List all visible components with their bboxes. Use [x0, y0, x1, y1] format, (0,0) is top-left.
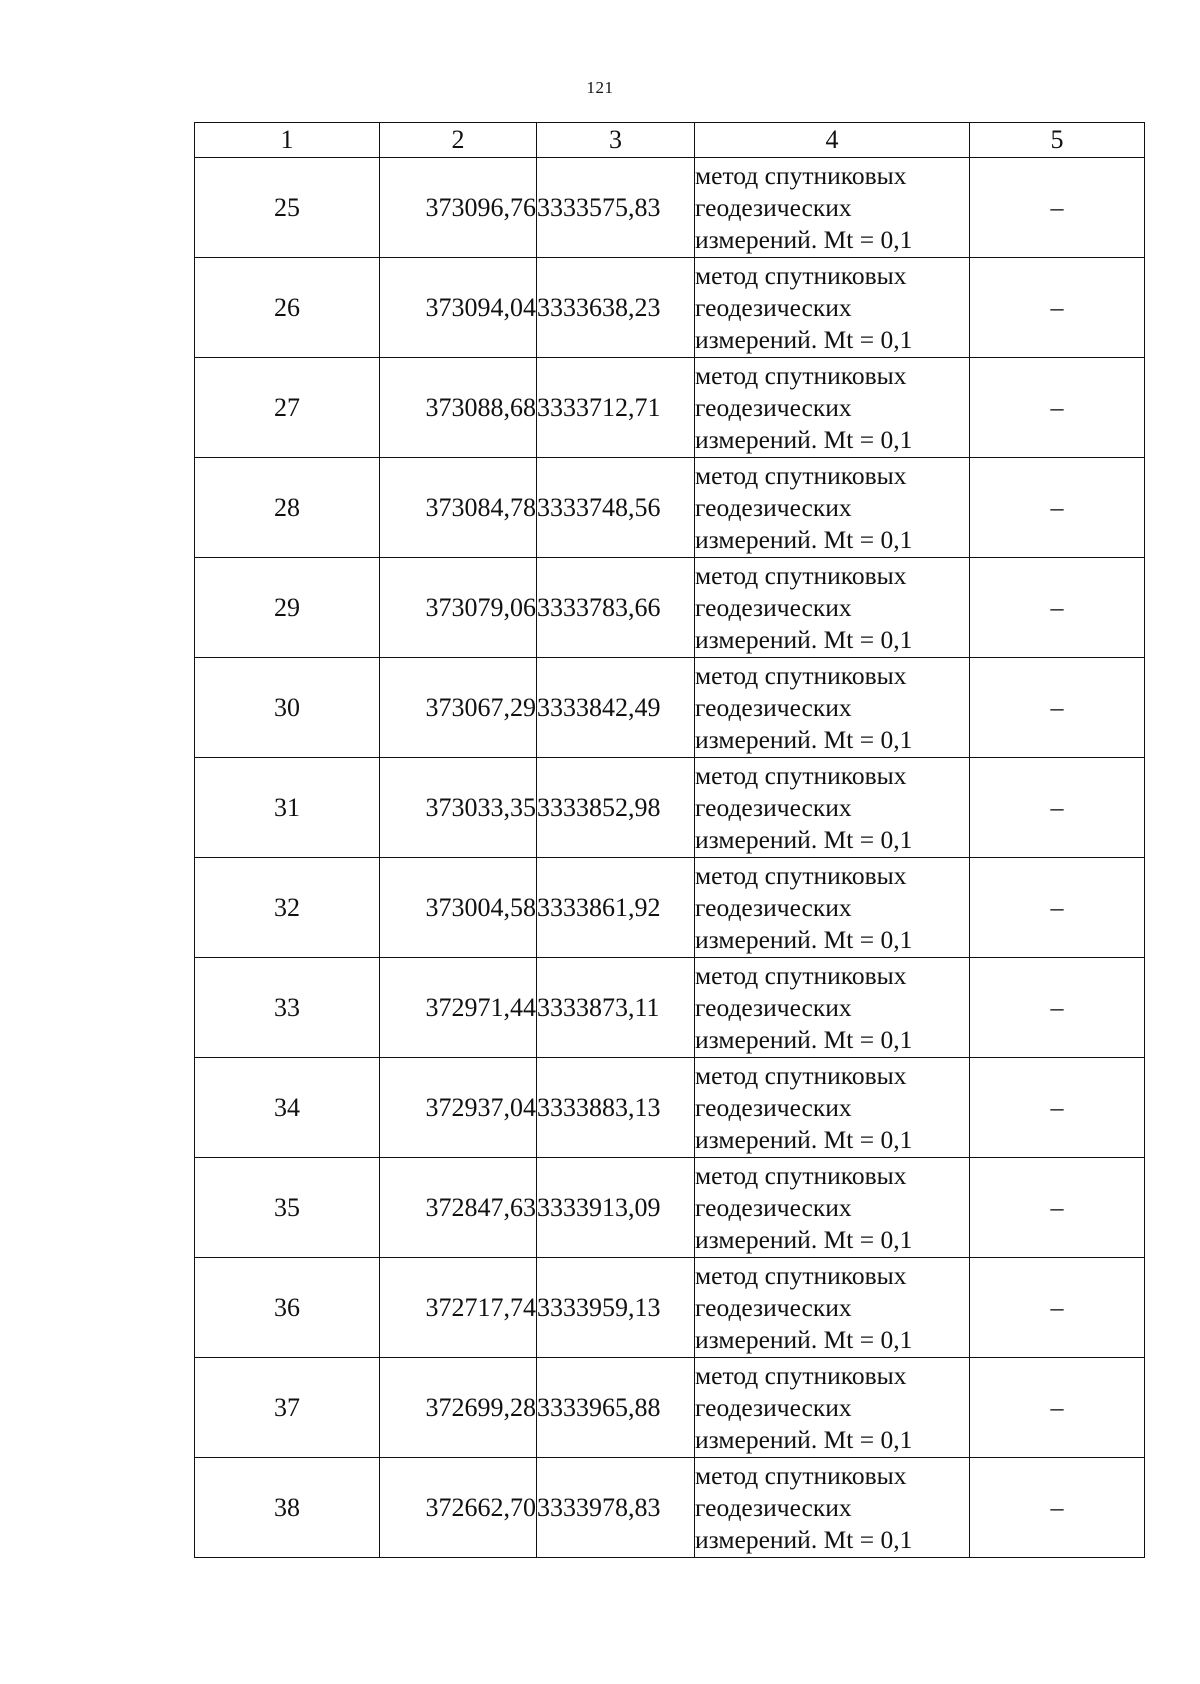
x-coordinate-cell: 373004,58: [380, 858, 537, 958]
method-line-1: метод спутниковых: [695, 960, 907, 990]
method-line-2: геодезических: [695, 392, 852, 422]
note-cell: –: [970, 558, 1145, 658]
method-line-2: геодезических: [695, 1392, 852, 1422]
method-line-1: метод спутниковых: [695, 1460, 907, 1490]
y-coordinate-cell: 3333978,83: [537, 1458, 695, 1558]
method-line-2: геодезических: [695, 792, 852, 822]
table-row: [195, 858, 1145, 958]
header-col-1: 1: [195, 123, 380, 158]
method-line-1: метод спутниковых: [695, 1160, 907, 1190]
table-header: [195, 123, 1145, 158]
method-line-1: метод спутниковых: [695, 860, 907, 890]
header-col-5: 5: [970, 123, 1145, 158]
point-number-cell: 34: [195, 1058, 380, 1158]
x-coordinate-cell: 372699,28: [380, 1358, 537, 1458]
method-cell: [695, 1058, 970, 1158]
y-coordinate-cell: 3333575,83: [537, 158, 695, 258]
point-number-cell: 30: [195, 658, 380, 758]
y-coordinate-cell: 3333638,23: [537, 258, 695, 358]
x-coordinate-cell: 372662,70: [380, 1458, 537, 1558]
table-row: [195, 458, 1145, 558]
y-coordinate-cell: 3333712,71: [537, 358, 695, 458]
method-line-3: измерений. Mt = 0,1: [695, 524, 913, 554]
table-row: [195, 158, 1145, 258]
y-coordinate-cell: 3333842,49: [537, 658, 695, 758]
method-line-3: измерений. Mt = 0,1: [695, 424, 913, 454]
method-line-2: геодезических: [695, 892, 852, 922]
table-row: [195, 1158, 1145, 1258]
method-line-1: метод спутниковых: [695, 1260, 907, 1290]
method-line-1: метод спутниковых: [695, 760, 907, 790]
note-cell: –: [970, 358, 1145, 458]
table-row: [195, 658, 1145, 758]
y-coordinate-cell: 3333852,98: [537, 758, 695, 858]
header-col-3: 3: [537, 123, 695, 158]
method-line-1: метод спутниковых: [695, 660, 907, 690]
point-number-cell: 28: [195, 458, 380, 558]
method-line-2: геодезических: [695, 592, 852, 622]
method-line-2: геодезических: [695, 1492, 852, 1522]
method-line-3: измерений. Mt = 0,1: [695, 1024, 913, 1054]
page-number: 121: [586, 78, 614, 97]
point-number-cell: 33: [195, 958, 380, 1058]
method-line-1: метод спутниковых: [695, 360, 907, 390]
method-cell: [695, 758, 970, 858]
method-line-3: измерений. Mt = 0,1: [695, 224, 913, 254]
point-number-cell: 25: [195, 158, 380, 258]
table-row: [195, 258, 1145, 358]
note-cell: –: [970, 1058, 1145, 1158]
point-number-cell: 36: [195, 1258, 380, 1358]
method-cell: [695, 458, 970, 558]
note-cell: –: [970, 1158, 1145, 1258]
method-line-3: измерений. Mt = 0,1: [695, 324, 913, 354]
point-number-cell: 32: [195, 858, 380, 958]
method-cell: [695, 1258, 970, 1358]
table-row: [195, 958, 1145, 1058]
header-col-2: 2: [380, 123, 537, 158]
x-coordinate-cell: 373094,04: [380, 258, 537, 358]
method-line-1: метод спутниковых: [695, 260, 907, 290]
method-line-3: измерений. Mt = 0,1: [695, 1524, 913, 1554]
method-line-2: геодезических: [695, 292, 852, 322]
method-line-3: измерений. Mt = 0,1: [695, 1224, 913, 1254]
y-coordinate-cell: 3333883,13: [537, 1058, 695, 1158]
method-line-3: измерений. Mt = 0,1: [695, 724, 913, 754]
coordinates-table: [194, 122, 1145, 1558]
method-cell: [695, 658, 970, 758]
note-cell: –: [970, 958, 1145, 1058]
method-line-1: метод спутниковых: [695, 1360, 907, 1390]
point-number-cell: 37: [195, 1358, 380, 1458]
point-number-cell: 31: [195, 758, 380, 858]
method-cell: [695, 1458, 970, 1558]
table-row: [195, 758, 1145, 858]
x-coordinate-cell: 373033,35: [380, 758, 537, 858]
method-line-1: метод спутниковых: [695, 1060, 907, 1090]
method-cell: [695, 258, 970, 358]
y-coordinate-cell: 3333748,56: [537, 458, 695, 558]
method-line-3: измерений. Mt = 0,1: [695, 624, 913, 654]
x-coordinate-cell: 373079,06: [380, 558, 537, 658]
table-row: [195, 558, 1145, 658]
method-line-3: измерений. Mt = 0,1: [695, 924, 913, 954]
method-line-1: метод спутниковых: [695, 460, 907, 490]
table-row: [195, 358, 1145, 458]
point-number-cell: 35: [195, 1158, 380, 1258]
method-line-1: метод спутниковых: [695, 560, 907, 590]
method-cell: [695, 1358, 970, 1458]
header-col-4: 4: [695, 123, 970, 158]
method-line-1: метод спутниковых: [695, 160, 907, 190]
x-coordinate-cell: 372937,04: [380, 1058, 537, 1158]
x-coordinate-cell: 373088,68: [380, 358, 537, 458]
method-line-2: геодезических: [695, 692, 852, 722]
method-line-2: геодезических: [695, 1092, 852, 1122]
x-coordinate-cell: 373067,29: [380, 658, 537, 758]
method-line-3: измерений. Mt = 0,1: [695, 1424, 913, 1454]
method-cell: [695, 558, 970, 658]
note-cell: –: [970, 1258, 1145, 1358]
note-cell: –: [970, 658, 1145, 758]
x-coordinate-cell: 372717,74: [380, 1258, 537, 1358]
method-line-3: измерений. Mt = 0,1: [695, 1124, 913, 1154]
header-row: [195, 123, 1145, 158]
y-coordinate-cell: 3333913,09: [537, 1158, 695, 1258]
point-number-cell: 27: [195, 358, 380, 458]
y-coordinate-cell: 3333861,92: [537, 858, 695, 958]
method-line-3: измерений. Mt = 0,1: [695, 824, 913, 854]
method-line-2: геодезических: [695, 1192, 852, 1222]
x-coordinate-cell: 372847,63: [380, 1158, 537, 1258]
note-cell: –: [970, 158, 1145, 258]
method-line-3: измерений. Mt = 0,1: [695, 1324, 913, 1354]
note-cell: –: [970, 1458, 1145, 1558]
method-cell: [695, 858, 970, 958]
note-cell: –: [970, 258, 1145, 358]
note-cell: –: [970, 858, 1145, 958]
method-line-2: геодезических: [695, 1292, 852, 1322]
table-row: [195, 1058, 1145, 1158]
method-cell: [695, 358, 970, 458]
method-line-2: геодезических: [695, 992, 852, 1022]
x-coordinate-cell: 372971,44: [380, 958, 537, 1058]
method-line-2: геодезических: [695, 192, 852, 222]
y-coordinate-cell: 3333873,11: [537, 958, 695, 1058]
table-body: [195, 158, 1145, 1558]
table-row: [195, 1358, 1145, 1458]
y-coordinate-cell: 3333959,13: [537, 1258, 695, 1358]
note-cell: –: [970, 1358, 1145, 1458]
note-cell: –: [970, 458, 1145, 558]
point-number-cell: 38: [195, 1458, 380, 1558]
method-line-2: геодезических: [695, 492, 852, 522]
y-coordinate-cell: 3333783,66: [537, 558, 695, 658]
x-coordinate-cell: 373096,76: [380, 158, 537, 258]
note-cell: –: [970, 758, 1145, 858]
table-row: [195, 1458, 1145, 1558]
method-cell: [695, 158, 970, 258]
method-cell: [695, 958, 970, 1058]
x-coordinate-cell: 373084,78: [380, 458, 537, 558]
table-row: [195, 1258, 1145, 1358]
method-cell: [695, 1158, 970, 1258]
point-number-cell: 29: [195, 558, 380, 658]
point-number-cell: 26: [195, 258, 380, 358]
y-coordinate-cell: 3333965,88: [537, 1358, 695, 1458]
